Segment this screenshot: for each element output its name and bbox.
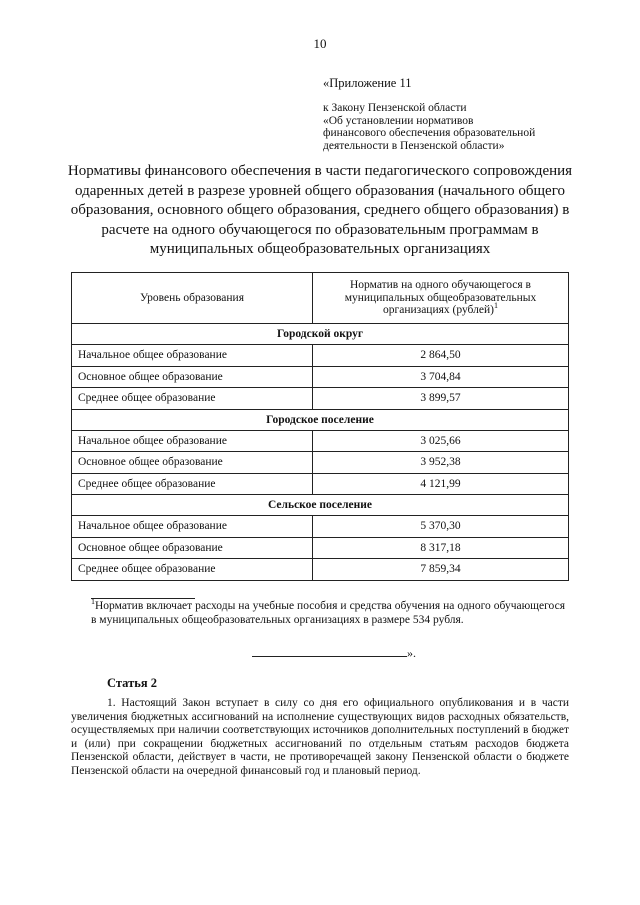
table-row — [72, 452, 569, 474]
table-row — [72, 388, 569, 410]
header-level: Уровень образования — [72, 273, 313, 324]
header-value — [313, 273, 569, 324]
value-cell: 3 025,66 — [313, 430, 569, 452]
appendix-title: «Приложение 11 — [323, 76, 412, 90]
table-row — [72, 537, 569, 559]
normatives-table — [71, 272, 569, 581]
table-row — [72, 473, 569, 495]
footnote-text: Норматив включает расходы на учебные пособия и средства обучения на одного обучающегося в муниципальных общеобразовательных организациях в размере 534 рубля. — [91, 600, 565, 626]
level-cell: Начальное общее образование — [72, 345, 313, 367]
appendix-reference — [323, 102, 583, 152]
table-row — [72, 345, 569, 367]
closing-mark — [252, 646, 416, 661]
level-cell: Среднее общее образование — [72, 473, 313, 495]
table-row — [72, 366, 569, 388]
value-cell: 4 121,99 — [313, 473, 569, 495]
closing-quote: ». — [407, 646, 416, 660]
value-cell: 5 370,30 — [313, 516, 569, 538]
section-row — [72, 495, 569, 516]
header-value-text: Норматив на одного обучающегося в муниципальных общеобразовательных организациях (рублей) — [344, 279, 537, 317]
section-row — [72, 324, 569, 345]
footnote-marker: 1 — [493, 301, 498, 311]
level-cell: Основное общее образование — [72, 452, 313, 474]
section-title: Сельское поселение — [72, 495, 569, 516]
section-title: Городское поселение — [72, 409, 569, 430]
appendix-ref-line: деятельности в Пензенской области» — [323, 139, 505, 152]
document-title: Нормативы финансового обеспечения в части педагогического сопровождения одаренных детей в разрезе уровней общего образования (начального общего образования, основного общего образования, среднего общего образования) в расчете на одного обучающегося по образовательным программам в муниципальных общеобразовательных организациях — [67, 163, 573, 257]
level-cell: Среднее общее образование — [72, 559, 313, 581]
closing-line — [252, 646, 407, 657]
table-row — [72, 559, 569, 581]
article-body: 1. Настоящий Закон вступает в силу со дня его официального опубликования и в части увеличения бюджетных ассигнований на исполнение существующих видов расходных обязательств, осуществляемых при наличии соответствующих источников дополнительных поступлений в бюджет и (или) при сокращении бюджетных ассигнований по отдельным статьям расходов бюджета Пензенской области, действует в части, не противоречащей закону Пензенской области о бюджете Пензенской области на очередной финансовый год и плановый период. — [71, 697, 569, 777]
value-cell: 2 864,50 — [313, 345, 569, 367]
value-cell: 3 952,38 — [313, 452, 569, 474]
table-row — [72, 430, 569, 452]
value-cell: 8 317,18 — [313, 537, 569, 559]
footnote-number: 1 — [91, 597, 95, 607]
value-cell: 7 859,34 — [313, 559, 569, 581]
table-header-row — [72, 273, 569, 324]
level-cell: Среднее общее образование — [72, 388, 313, 410]
appendix-ref-line: «Об установлении нормативов — [323, 114, 474, 127]
section-title: Городской округ — [72, 324, 569, 345]
article-title: Статья 2 — [107, 676, 157, 690]
footnote — [91, 597, 565, 627]
table-row — [72, 516, 569, 538]
level-cell: Основное общее образование — [72, 537, 313, 559]
section-row — [72, 409, 569, 430]
level-cell: Основное общее образование — [72, 366, 313, 388]
value-cell: 3 899,57 — [313, 388, 569, 410]
value-cell: 3 704,84 — [313, 366, 569, 388]
page-number: 10 — [313, 36, 327, 51]
level-cell: Начальное общее образование — [72, 516, 313, 538]
appendix-ref-line: к Закону Пензенской области — [323, 102, 467, 114]
appendix-ref-line: финансового обеспечения образовательной — [323, 127, 536, 139]
footnote-divider — [91, 598, 195, 599]
level-cell: Начальное общее образование — [72, 430, 313, 452]
